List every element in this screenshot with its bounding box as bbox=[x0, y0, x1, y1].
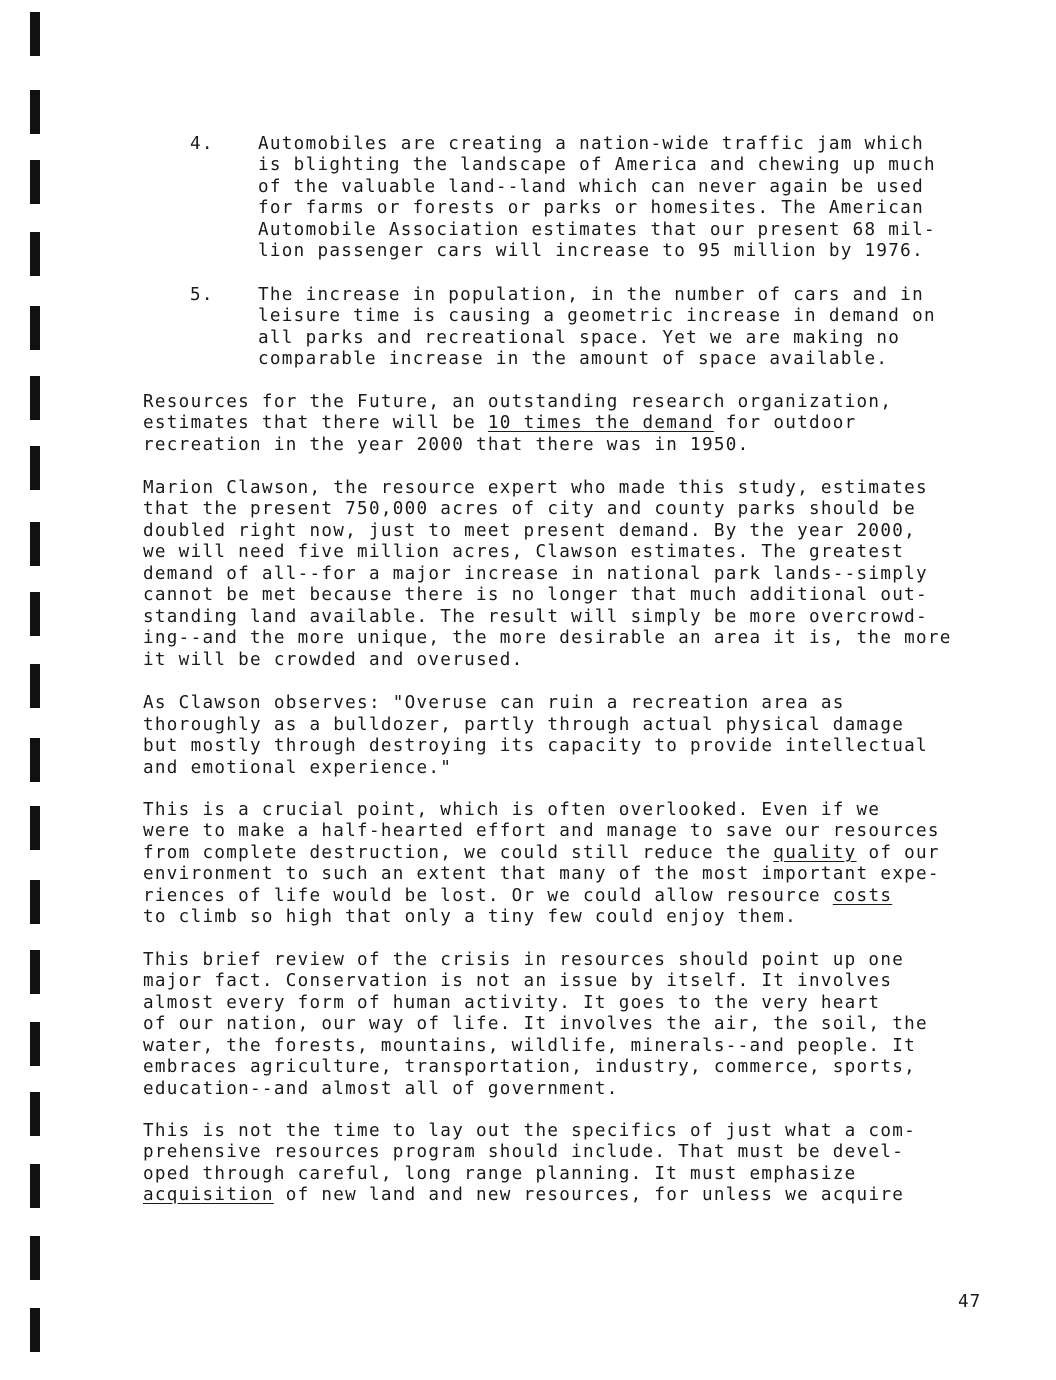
paragraph-line: environment to such an extent that many of the most important expe- bbox=[143, 864, 940, 884]
paragraph-line: Marion Clawson, the resource expert who made this study, estimates bbox=[143, 478, 928, 498]
paragraph-line: Resources for the Future, an outstanding research organization, bbox=[143, 392, 893, 412]
paragraph-line: riences of life would be lost. Or we could allow resource costs bbox=[143, 886, 893, 906]
item-line: for farms or forests or parks or homesites. The American bbox=[258, 198, 924, 218]
paragraph-line: oped through careful, long range planning. It must emphasize bbox=[143, 1164, 857, 1184]
paragraph-line: demand of all--for a major increase in national park lands--simply bbox=[143, 564, 928, 584]
paragraph-line: As Clawson observes: "Overuse can ruin a recreation area as bbox=[143, 693, 845, 713]
paragraph-line: to climb so high that only a tiny few could enjoy them. bbox=[143, 907, 798, 927]
item-line: all parks and recreational space. Yet we are making no bbox=[258, 328, 901, 348]
paragraph-line: This is not the time to lay out the specifics of just what a com- bbox=[143, 1121, 917, 1141]
paragraph-line: prehensive resources program should include. That must be devel- bbox=[143, 1142, 905, 1162]
paragraph-line: acquisition of new land and new resources, for unless we acquire bbox=[143, 1185, 905, 1205]
page-number: 47 bbox=[958, 1292, 982, 1312]
underlined-word: costs bbox=[832, 886, 893, 906]
paragraph-line: we will need five million acres, Clawson estimates. The greatest bbox=[143, 542, 905, 562]
item-line: lion passenger cars will increase to 95 million by 1976. bbox=[258, 241, 924, 261]
paragraph-line: and emotional experience." bbox=[143, 758, 453, 778]
paragraph-line: were to make a half-hearted effort and manage to save our resources bbox=[143, 821, 940, 841]
paragraph-line: almost every form of human activity. It goes to the very heart bbox=[143, 993, 881, 1013]
paragraph-line: thoroughly as a bulldozer, partly through actual physical damage bbox=[143, 715, 905, 735]
item-line: of the valuable land--land which can never again be used bbox=[258, 177, 924, 197]
paragraph-line: This brief review of the crisis in resources should point up one bbox=[143, 950, 905, 970]
item-number: 4. bbox=[190, 134, 214, 154]
paragraph-line: water, the forests, mountains, wildlife, minerals--and people. It bbox=[143, 1036, 917, 1056]
item-line: leisure time is causing a geometric increase in demand on bbox=[258, 306, 936, 326]
item-number: 5. bbox=[190, 285, 214, 305]
item-line: Automobile Association estimates that our present 68 mil- bbox=[258, 220, 936, 240]
paragraph-line: ing--and the more unique, the more desirable an area it is, the more bbox=[143, 628, 952, 648]
paragraph-line: cannot be met because there is no longer that much additional out- bbox=[143, 585, 928, 605]
paragraph-line: standing land available. The result will simply be more overcrowd- bbox=[143, 607, 928, 627]
paragraph-line: that the present 750,000 acres of city and county parks should be bbox=[143, 499, 917, 519]
item-line: The increase in population, in the number of cars and in bbox=[258, 285, 924, 305]
item-line: Automobiles are creating a nation-wide traffic jam which bbox=[258, 134, 924, 154]
paragraph-line: embraces agriculture, transportation, industry, commerce, sports, bbox=[143, 1057, 917, 1077]
underlined-word: acquisition bbox=[143, 1185, 274, 1205]
underlined-phrase: 10 times the demand bbox=[487, 413, 714, 433]
paragraph-line: This is a crucial point, which is often overlooked. Even if we bbox=[143, 800, 881, 820]
paragraph-line: it will be crowded and overused. bbox=[143, 650, 524, 670]
paragraph-line: education--and almost all of government. bbox=[143, 1079, 619, 1099]
paragraph-line: estimates that there will be 10 times the demand for outdoor bbox=[143, 413, 857, 433]
item-line: is blighting the landscape of America and chewing up much bbox=[258, 155, 936, 175]
paragraph-line: recreation in the year 2000 that there was in 1950. bbox=[143, 435, 750, 455]
paragraph-line: but mostly through destroying its capacity to provide intellectual bbox=[143, 736, 928, 756]
paragraph-line: of our nation, our way of life. It involves the air, the soil, the bbox=[143, 1014, 928, 1034]
item-line: comparable increase in the amount of space available. bbox=[258, 349, 889, 369]
paragraph-line: major fact. Conservation is not an issue by itself. It involves bbox=[143, 971, 893, 991]
paragraph-line: from complete destruction, we could still reduce the quality of our bbox=[143, 843, 940, 863]
paragraph-line: doubled right now, just to meet present demand. By the year 2000, bbox=[143, 521, 917, 541]
underlined-word: quality bbox=[773, 843, 857, 863]
